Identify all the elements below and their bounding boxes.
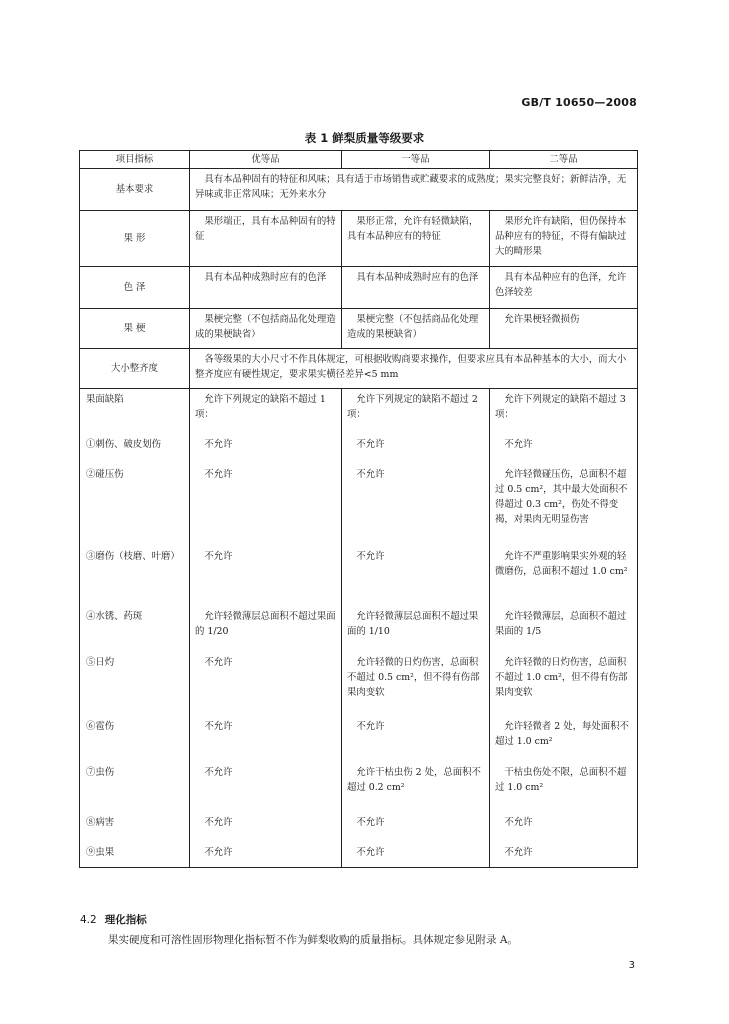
grade-cell [342, 606, 490, 652]
cell-text: 不允许 [356, 438, 385, 450]
quality-grade-table [79, 150, 638, 868]
cell-text: 允许轻微者 2 处，每处面积不超过 1.0 cm² [495, 720, 629, 747]
cell-text: 果形端正，具有本品种固有的特征 [195, 216, 336, 243]
grade-cell [342, 211, 490, 267]
cell-text: 允许轻微薄层总面积不超过果面的 1/20 [195, 610, 336, 637]
grade-cell [490, 606, 638, 652]
grade-cell [190, 812, 342, 842]
cell-text: 不允许 [356, 468, 385, 480]
section-number: 4.2 [80, 914, 97, 926]
cell-text: 不允许 [504, 846, 533, 858]
page-number: 3 [628, 960, 635, 971]
grade-cell [342, 464, 490, 546]
row-label: 果 梗 [80, 309, 190, 349]
cell-text: 允许轻微的日灼伤害，总面积不超过 0.5 cm²，但不得有伤部果肉变软 [347, 656, 480, 698]
cell-text: 不允许 [356, 550, 385, 562]
section-heading [80, 912, 147, 927]
grade-cell [190, 606, 342, 652]
cell-text: 不允许 [204, 846, 233, 858]
cell-text: 具有本品种应有的色泽，允许色泽较差 [495, 272, 627, 299]
grade-cell [190, 652, 342, 716]
grade-cell [342, 389, 490, 434]
cell-text: 干枯虫伤处不限，总面积不超过 1.0 cm² [495, 766, 627, 793]
table-row [80, 716, 638, 762]
table-row [80, 842, 638, 868]
grade-cell [342, 546, 490, 606]
column-header: 二等品 [490, 151, 638, 169]
cell-text: 具有本品种固有的特征和风味；具有适于市场销售或贮藏要求的成熟度；果实完整良好；新鲜洁净，无异味或非正常风味；无外来水分 [195, 174, 627, 201]
grade-cell [190, 267, 342, 309]
row-label: 果 形 [80, 211, 190, 267]
grade-cell [190, 842, 342, 868]
grade-cell [190, 716, 342, 762]
grade-cell [190, 211, 342, 267]
cell-text: 允许下列规定的缺陷不超过 1 项： [195, 394, 326, 421]
table-row [80, 464, 638, 546]
grade-cell [342, 309, 490, 349]
cell-text: 不允许 [204, 656, 233, 668]
cell-text: 果梗完整（不包括商品化处理造成的果梗缺省） [347, 314, 479, 341]
grade-cell [490, 652, 638, 716]
grade-cell [190, 464, 342, 546]
grade-cell [490, 716, 638, 762]
row-label: ④水锈、药斑 [80, 606, 190, 652]
merged-cell [190, 169, 638, 211]
grade-cell [342, 812, 490, 842]
cell-text: 允许不严重影响果实外观的轻微磨伤，总面积不超过 1.0 cm² [495, 550, 628, 577]
table-row [80, 434, 638, 464]
table-row [80, 546, 638, 606]
grade-cell [490, 464, 638, 546]
table-row [80, 309, 638, 349]
grade-cell [490, 389, 638, 434]
row-label: ③磨伤（枝磨、叶磨） [80, 546, 190, 606]
column-header: 优等品 [190, 151, 342, 169]
table-row [80, 652, 638, 716]
section-title: 理化指标 [104, 914, 147, 926]
grade-cell [342, 267, 490, 309]
grade-cell [490, 309, 638, 349]
cell-text: 不允许 [504, 816, 533, 828]
grade-cell [190, 434, 342, 464]
cell-text: 不允许 [356, 816, 385, 828]
row-label: ①刺伤、破皮划伤 [80, 434, 190, 464]
grade-cell [190, 309, 342, 349]
grade-cell [490, 546, 638, 606]
cell-text: 不允许 [204, 766, 233, 778]
row-label: ⑧病害 [80, 812, 190, 842]
grade-cell [490, 762, 638, 812]
grade-cell [342, 434, 490, 464]
cell-text: 不允许 [356, 720, 385, 732]
row-label: ②碰压伤 [80, 464, 190, 546]
row-label: ⑤日灼 [80, 652, 190, 716]
cell-text: 不允许 [504, 438, 533, 450]
cell-text: 各等级果的大小尺寸不作具体规定，可根据收购商要求操作，但要求应具有本品种基本的大小，而大小整齐度应有硬性规定，要求果实横径差异<5 mm [195, 354, 627, 381]
grade-cell [342, 652, 490, 716]
grade-cell [490, 434, 638, 464]
grade-cell [490, 842, 638, 868]
grade-cell [190, 762, 342, 812]
cell-text: 不允许 [204, 550, 233, 562]
grade-cell [490, 211, 638, 267]
row-label: ⑨虫果 [80, 842, 190, 868]
table-row [80, 606, 638, 652]
cell-text: 果形正常，允许有轻微缺陷，具有本品种应有的特征 [347, 216, 479, 243]
cell-text: 不允许 [204, 720, 233, 732]
cell-text: 允许果梗轻微损伤 [504, 314, 580, 326]
table-row [80, 169, 638, 211]
grade-cell [190, 389, 342, 434]
column-header: 项目指标 [80, 151, 190, 169]
row-label: 色 泽 [80, 267, 190, 309]
cell-text: 允许轻微薄层总面积不超过果面的 1/10 [347, 610, 479, 637]
table-header-row [80, 151, 638, 169]
grade-cell [342, 716, 490, 762]
column-header: 一等品 [342, 151, 490, 169]
cell-text: 允许轻微碰压伤，总面积不超过 0.5 cm²，其中最大处面积不得超过 0.3 cm²，伤处不得变褐，对果肉无明显伤害 [495, 468, 628, 525]
row-label: ⑥雹伤 [80, 716, 190, 762]
row-label: 果面缺陷 [80, 389, 190, 434]
table-row [80, 349, 638, 389]
grade-cell [490, 812, 638, 842]
cell-text: 不允许 [204, 438, 233, 450]
cell-text: 具有本品种成熟时应有的色泽 [204, 272, 327, 284]
grade-cell [342, 762, 490, 812]
cell-text: 不允许 [204, 468, 233, 480]
cell-text: 允许下列规定的缺陷不超过 2 项： [347, 394, 478, 421]
row-label: ⑦虫伤 [80, 762, 190, 812]
row-label: 大小整齐度 [80, 349, 190, 389]
cell-text: 允许轻微的日灼伤害，总面积不超过 1.0 cm²，但不得有伤部果肉变软 [495, 656, 628, 698]
table-title: 表 1 鲜梨质量等级要求 [304, 131, 425, 145]
table-row [80, 762, 638, 812]
cell-text: 果梗完整（不包括商品化处理造成的果梗缺省） [195, 314, 336, 341]
table-row [80, 267, 638, 309]
grade-cell [490, 267, 638, 309]
cell-text: 不允许 [356, 846, 385, 858]
merged-cell [190, 349, 638, 389]
cell-text: 允许干枯虫伤 2 处，总面积不超过 0.2 cm² [347, 766, 481, 793]
section-body: 果实硬度和可溶性固形物理化指标暂不作为鲜梨收购的质量指标。具体规定参见附录 A。 [108, 934, 518, 946]
table-row [80, 812, 638, 842]
grade-cell [190, 546, 342, 606]
cell-text: 具有本品种成熟时应有的色泽 [356, 272, 479, 284]
standard-code: GB/T 10650—2008 [521, 96, 637, 109]
cell-text: 允许下列规定的缺陷不超过 3 项： [495, 394, 626, 421]
grade-cell [342, 842, 490, 868]
cell-text: 不允许 [204, 816, 233, 828]
table-row [80, 211, 638, 267]
cell-text: 果形允许有缺陷，但仍保持本品种应有的特征，不得有偏缺过大的畸形果 [495, 216, 627, 258]
cell-text: 允许轻微薄层，总面积不超过果面的 1/5 [495, 610, 627, 637]
table-row [80, 389, 638, 434]
row-label: 基本要求 [80, 169, 190, 211]
